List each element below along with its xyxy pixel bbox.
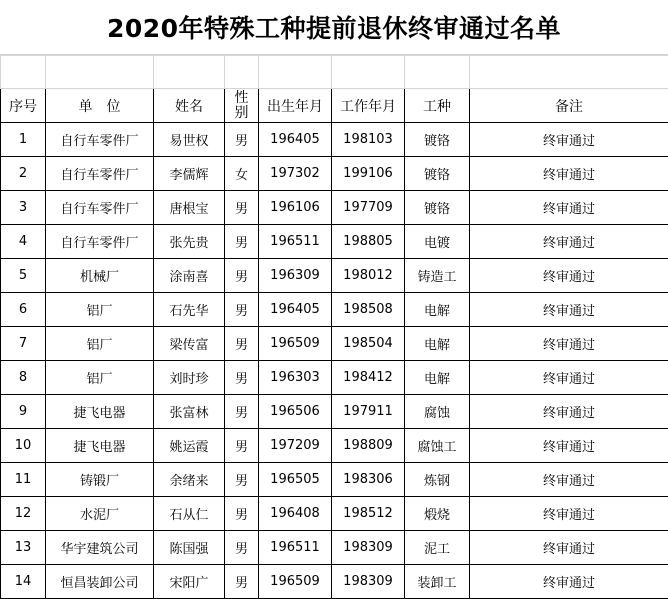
table-row [1, 395, 668, 429]
cell-name[interactable]: 张富林 [154, 395, 225, 429]
cell-seq[interactable]: 13 [1, 531, 46, 565]
table-row [1, 225, 668, 259]
cell-job[interactable]: 电解 [405, 293, 470, 327]
cell-unit[interactable]: 恒昌装卸公司 [46, 565, 154, 599]
cell-seq[interactable]: 10 [1, 429, 46, 463]
cell-work[interactable]: 197911 [332, 395, 405, 429]
blank-cell[interactable] [46, 56, 154, 89]
cell-remark[interactable]: 终审通过 [470, 429, 668, 463]
cell-seq[interactable]: 1 [1, 123, 46, 157]
cell-remark[interactable]: 终审通过 [470, 225, 668, 259]
cell-seq[interactable]: 14 [1, 565, 46, 599]
cell-work[interactable]: 198309 [332, 565, 405, 599]
cell-work[interactable]: 198103 [332, 123, 405, 157]
blank-row [1, 56, 668, 89]
cell-birth[interactable]: 196405 [259, 123, 332, 157]
cell-work[interactable]: 198504 [332, 327, 405, 361]
cell-name[interactable]: 唐根宝 [154, 191, 225, 225]
page-title: 2020年特殊工种提前退休终审通过名单 [106, 14, 562, 43]
cell-birth[interactable]: 196309 [259, 259, 332, 293]
cell-job[interactable]: 电解 [405, 361, 470, 395]
cell-name[interactable]: 姚运霞 [154, 429, 225, 463]
cell-name[interactable]: 刘时珍 [154, 361, 225, 395]
cell-work[interactable]: 199106 [332, 157, 405, 191]
cell-birth[interactable]: 196506 [259, 395, 332, 429]
cell-work[interactable]: 198306 [332, 463, 405, 497]
cell-seq[interactable]: 2 [1, 157, 46, 191]
cell-sex[interactable]: 男 [225, 361, 259, 395]
cell-unit[interactable]: 自行车零件厂 [46, 157, 154, 191]
cell-name[interactable]: 石从仁 [154, 497, 225, 531]
cell-name[interactable]: 石先华 [154, 293, 225, 327]
cell-sex[interactable]: 男 [225, 463, 259, 497]
cell-job[interactable]: 镀铬 [405, 191, 470, 225]
cell-name[interactable]: 梁传富 [154, 327, 225, 361]
table-row [1, 361, 668, 395]
cell-remark[interactable]: 终审通过 [470, 327, 668, 361]
cell-job[interactable]: 镀铬 [405, 157, 470, 191]
cell-seq[interactable]: 6 [1, 293, 46, 327]
cell-unit[interactable]: 华宇建筑公司 [46, 531, 154, 565]
table-row [1, 157, 668, 191]
cell-work[interactable]: 197709 [332, 191, 405, 225]
cell-birth[interactable]: 196106 [259, 191, 332, 225]
cell-sex[interactable]: 男 [225, 497, 259, 531]
header-work[interactable]: 工作年月 [332, 89, 405, 123]
table-row [1, 123, 668, 157]
header-sex-label: 性别 [234, 89, 249, 121]
cell-seq[interactable]: 5 [1, 259, 46, 293]
cell-remark[interactable]: 终审通过 [470, 565, 668, 599]
cell-sex[interactable]: 男 [225, 191, 259, 225]
cell-unit[interactable]: 铝厂 [46, 327, 154, 361]
table-row [1, 327, 668, 361]
cell-work[interactable]: 198508 [332, 293, 405, 327]
table-row [1, 191, 668, 225]
cell-sex[interactable]: 男 [225, 429, 259, 463]
cell-sex[interactable]: 男 [225, 293, 259, 327]
cell-unit[interactable]: 自行车零件厂 [46, 225, 154, 259]
cell-unit[interactable]: 捷飞电器 [46, 395, 154, 429]
cell-sex[interactable]: 男 [225, 259, 259, 293]
cell-unit[interactable]: 铸锻厂 [46, 463, 154, 497]
blank-cell[interactable] [225, 56, 259, 89]
cell-sex[interactable]: 男 [225, 531, 259, 565]
table-row [1, 497, 668, 531]
cell-remark[interactable]: 终审通过 [470, 259, 668, 293]
cell-work[interactable]: 198805 [332, 225, 405, 259]
blank-cell[interactable] [332, 56, 405, 89]
blank-cell[interactable] [405, 56, 470, 89]
cell-remark[interactable]: 终审通过 [470, 157, 668, 191]
cell-birth[interactable]: 197302 [259, 157, 332, 191]
cell-sex[interactable]: 男 [225, 565, 259, 599]
table-row [1, 259, 668, 293]
cell-birth[interactable]: 196509 [259, 327, 332, 361]
cell-unit[interactable]: 机械厂 [46, 259, 154, 293]
cell-seq[interactable]: 7 [1, 327, 46, 361]
table-row [1, 531, 668, 565]
cell-job[interactable]: 铸造工 [405, 259, 470, 293]
cell-sex[interactable]: 女 [225, 157, 259, 191]
cell-unit[interactable]: 自行车零件厂 [46, 123, 154, 157]
cell-work[interactable]: 198809 [332, 429, 405, 463]
cell-remark[interactable]: 终审通过 [470, 531, 668, 565]
cell-remark[interactable]: 终审通过 [470, 361, 668, 395]
cell-work[interactable]: 198412 [332, 361, 405, 395]
blank-cell[interactable] [470, 56, 668, 89]
cell-remark[interactable]: 终审通过 [470, 463, 668, 497]
cell-sex[interactable]: 男 [225, 327, 259, 361]
header-unit[interactable]: 单 位 [46, 89, 154, 123]
table-row [1, 293, 668, 327]
cell-sex[interactable]: 男 [225, 123, 259, 157]
cell-name[interactable]: 李儒辉 [154, 157, 225, 191]
cell-unit[interactable]: 捷飞电器 [46, 429, 154, 463]
cell-work[interactable]: 198012 [332, 259, 405, 293]
cell-job[interactable]: 镀铬 [405, 123, 470, 157]
cell-job[interactable]: 装卸工 [405, 565, 470, 599]
cell-unit[interactable]: 水泥厂 [46, 497, 154, 531]
cell-name[interactable]: 涂南喜 [154, 259, 225, 293]
cell-birth[interactable]: 196511 [259, 225, 332, 259]
cell-work[interactable]: 198309 [332, 531, 405, 565]
table-row [1, 463, 668, 497]
cell-seq[interactable]: 4 [1, 225, 46, 259]
cell-name[interactable]: 余绪来 [154, 463, 225, 497]
cell-job[interactable]: 煅烧 [405, 497, 470, 531]
cell-birth[interactable]: 196509 [259, 565, 332, 599]
cell-name[interactable]: 张先贵 [154, 225, 225, 259]
cell-birth[interactable]: 196408 [259, 497, 332, 531]
cell-remark[interactable]: 终审通过 [470, 293, 668, 327]
blank-cell[interactable] [154, 56, 225, 89]
cell-name[interactable]: 宋阳广 [154, 565, 225, 599]
cell-job[interactable]: 电镀 [405, 225, 470, 259]
title-row [0, 0, 668, 55]
cell-birth[interactable]: 196505 [259, 463, 332, 497]
header-seq[interactable]: 序号 [1, 89, 46, 123]
table-row [1, 565, 668, 599]
cell-job[interactable]: 电解 [405, 327, 470, 361]
cell-job[interactable]: 腐蚀工 [405, 429, 470, 463]
cell-birth[interactable]: 196405 [259, 293, 332, 327]
header-name[interactable]: 姓名 [154, 89, 225, 123]
cell-remark[interactable]: 终审通过 [470, 123, 668, 157]
cell-birth[interactable]: 196511 [259, 531, 332, 565]
header-row [1, 89, 668, 123]
cell-job[interactable]: 泥工 [405, 531, 470, 565]
cell-unit[interactable]: 铝厂 [46, 361, 154, 395]
cell-name[interactable]: 易世权 [154, 123, 225, 157]
cell-seq[interactable]: 9 [1, 395, 46, 429]
cell-seq[interactable]: 8 [1, 361, 46, 395]
cell-job[interactable]: 炼钢 [405, 463, 470, 497]
cell-remark[interactable]: 终审通过 [470, 497, 668, 531]
cell-remark[interactable]: 终审通过 [470, 395, 668, 429]
cell-work[interactable]: 198512 [332, 497, 405, 531]
roster-table [0, 55, 668, 599]
cell-birth[interactable]: 197209 [259, 429, 332, 463]
blank-cell[interactable] [1, 56, 46, 89]
cell-name[interactable]: 陈国强 [154, 531, 225, 565]
cell-seq[interactable]: 3 [1, 191, 46, 225]
cell-sex[interactable]: 男 [225, 225, 259, 259]
cell-unit[interactable]: 自行车零件厂 [46, 191, 154, 225]
header-sex[interactable] [225, 89, 259, 123]
cell-seq[interactable]: 12 [1, 497, 46, 531]
cell-remark[interactable]: 终审通过 [470, 191, 668, 225]
cell-birth[interactable]: 196303 [259, 361, 332, 395]
header-birth[interactable]: 出生年月 [259, 89, 332, 123]
cell-sex[interactable]: 男 [225, 395, 259, 429]
cell-unit[interactable]: 铝厂 [46, 293, 154, 327]
cell-seq[interactable]: 11 [1, 463, 46, 497]
header-job[interactable]: 工种 [405, 89, 470, 123]
cell-job[interactable]: 腐蚀 [405, 395, 470, 429]
header-remark[interactable]: 备注 [470, 89, 668, 123]
blank-cell[interactable] [259, 56, 332, 89]
table-row [1, 429, 668, 463]
